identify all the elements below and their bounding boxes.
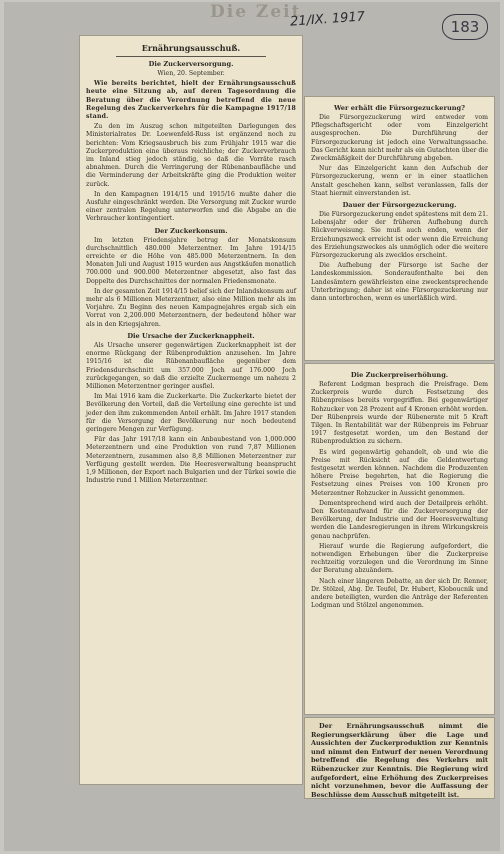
paragraph: Dementsprechend wird auch der Detailpreis erhöht. Den Kostenaufwand für die Zuckerversorgung der Bevölkerung, der Industrie und der Heeresverwaltung werden die Landesregierungen in ihrem Wirkungskreis genau nachprüfen. — [311, 499, 488, 540]
paragraph: Im Mai 1916 kam die Zuckerkarte. Die Zuckerkarte bietet der Bevölkerung den Vorteil, daß die Verteilung eine gerechte ist und jeder den ihm zukommenden Anteil erhält. Im Jahre 1917 standen für die Versorgung der Bevölkerung nur noch bedeutend geringere Mengen zur Verfügung. — [86, 393, 296, 433]
paragraph: Die Fürsorgezuckerung endet spätestens mit dem 21. Lebensjahr oder der früheren Aufhebung durch Rückverweisung. Sie muß auch enden, wenn der Erziehungszweck erreicht ist oder wenn die Erreichung des Erziehungszweckes als unmöglich oder die weitere Fürsorgezuckerung als zwecklos erscheint. — [311, 211, 489, 260]
clipping-right-middle — [305, 364, 494, 714]
paragraph: Nach einer längeren Debatte, an der sich Dr. Renner, Dr. Stölzel, Abg. Dr. Teufel, Dr. Hubert, Kloboucnik und andere beteiligten, wurden die Anträge der Referenten Lodgman und Stölzel angenommen. — [311, 577, 488, 610]
paragraph: Als Ursache unserer gegenwärtigen Zuckerknappheit ist der enorme Rückgang der Rübenproduktion anzusehen. Im Jahre 1915/16 ist die Rübenanbaufläche gegenüber dem Friedensdurchschnitt um 357.000 Joch auf 176.000 Joch zurückgegangen, so daß die erzielte Zuckermenge um nahezu 2 Millionen Meterzentner geringer ausfiel. — [86, 341, 296, 390]
paragraph: In der gesamten Zeit 1914/15 belief sich der Inlandskonsum auf mehr als 6 Millionen Meterzentner, also eine Million mehr als im Vorjahre. Zu Beginn des neuen Kampagnejahres ergab sich ein Vorrat von 2,200.000 Meterzentnern, der bedeutend höher war als in den Kriegsjahren. — [86, 287, 296, 328]
paragraph: Die Aufhebung der Fürsorge ist Sache der Landeskommission. Sonderaufenthalte bei den Landesämtern gewährleisten eine zweckentsprechende Unterbringung; daher ist eine Fürsorgezuckerung nur dann unterbrochen, wenn es unerläßlich wird. — [311, 262, 488, 303]
divider — [116, 56, 266, 57]
handwritten-date: 21/IX. 1917 — [289, 9, 366, 30]
folio-number: 183 — [442, 14, 488, 40]
paragraph: In den Kampagnen 1914/15 und 1915/16 mußte daher die Ausfuhr eingeschränkt werden. Die Versorgung mit Zucker wurde einer zentralen Regelung unterworfen und die Abgabe an die Verbraucher kontingentiert. — [86, 190, 296, 223]
paragraph: Für das Jahr 1917/18 kann ein Anbaubestand von 1,000.000 Meterzentnern und eine Produktion von rund 7,87 Millionen Meterzentnern, zusammen also 8,8 Millionen Meterzentner zur Verfügung gestellt werden. Die Heeresverwaltung beansprucht 1,9 Millionen, der Export nach Bulgarien und der Türkei sowie die Industrie rund 1 Million Meterzentner. — [86, 436, 296, 485]
clipping-right-bottom — [305, 718, 494, 798]
paragraph: Hierauf wurde die Regierung aufgefordert, die notwendigen Erhebungen über die Zuckerpreise rechtzeitig vorzulegen und die Verordnung im Sinne der Beratung abzuändern. — [311, 542, 488, 575]
dateline: Wien, 20. September. — [157, 70, 225, 77]
paragraph: Im letzten Friedensjahre betrug der Monatskonsum durchschnittlich 480.000 Meterzentner. Im Jahre 1914/15 erreichte er die Höhe von 485.000 Meterzentnern. In den Monaten Juli und August 1915 wurden aus Angstkäufen monatlich 700.000 und 900.000 Meterzentner abgesetzt, also fast das Doppelte des Durchschnittes der normalen Friedensmonate. — [86, 236, 296, 285]
section-heading: Die Ursache der Zuckerknappheit. — [127, 331, 255, 340]
newspaper-masthead: Die Zeit — [210, 2, 302, 22]
section-heading: Wer erhält die Fürsorgezuckerung? — [333, 104, 466, 112]
paragraph: Es wird gegenwärtig gehandelt, ob und wie die Preise mit Rücksicht auf die Geldentwertung festgesetzt werden können. Nachdem die Produzenten höhere Preise begehrten, hat die Regierung die Festsetzung eines Preises von 100 Kronen pro Meterzentner Rohzucker in Aussicht genommen. — [311, 448, 488, 497]
paragraph: Die Fürsorgezuckerung wird entweder vom Pflegschaftsgericht oder vom Einzelgericht ausgesprochen. Die Durchführung der Fürsorgezuckerung ist jedoch eine Verwaltungssache. Das Gericht kann nicht mehr als ein Gutachten über die Zweckmäßigkeit der Durchführung abgeben. — [311, 114, 488, 163]
paragraph: Nur das Einzelgericht kann den Aufschub der Fürsorgezuckerung, wenn er in einer staatlichen Anstalt geschehen kann, selbst veranlassen, falls der Staat hiermit einverstanden ist. — [311, 165, 488, 197]
article-subtitle: Die Zuckerversorgung. — [148, 60, 234, 68]
clipping-right-top — [305, 97, 494, 360]
paragraph: Wie bereits berichtet, hielt der Ernährungsausschuß heute eine Sitzung ab, auf deren Tagesordnung die Beratung über die Verordnung betreffend die neue Regelung des Zuckerverkehrs für die Kampagne 1917/18 stand. — [86, 80, 296, 121]
section-heading: Der Zuckerkonsum. — [154, 226, 228, 235]
section-heading: Die Zuckerpreiserhöhung. — [350, 371, 449, 379]
clipping-left-column — [80, 36, 302, 784]
paragraph: Zu den im Auszug schon mitgeteilten Darlegungen des Ministerialrates Dr. Loewenfeld-Russ ist ergänzend noch zu berichten: Vom Kriegsausbruch bis zum Frühjahr 1915 war die Zuckerproduktion eine überaus reichliche; der Zuckerverbrauch im Inland stieg jedoch ständig, so daß die Vorräte rasch abnahmen. Durch die Verringerung der Rübenanbaufläche und die Verminderung der Arbeitskräfte ging die Produktion weiter zurück. — [86, 123, 296, 188]
article-title: Ernährungsausschuß. — [141, 43, 241, 53]
paragraph: Referent Lodgman besprach die Preisfrage. Dem Zuckerpreis wurde durch Festsetzung des Rübenpreises bereits vorgegriffen. Bei gegenwärtiger Rohzucker von 28 Prozent auf 4 Kronen erhöht worden. Der Rübenpreis wurde der Rübenernte mit 5 Kraft Tilgen. In Rentabilität war der Rübenpreis im Februar 1917 festgesetzt worden, um den Bestand der Rübenproduktion zu sichern. — [311, 381, 488, 446]
section-heading: Dauer der Fürsorgezuckerung. — [342, 201, 457, 210]
resolution-paragraph: Der Ernährungsausschuß nimmt die Regierungserklärung über die Lage und Aussichten der Zuckerproduktion zur Kenntnis und nimmt den Entwurf der neuen Verordnung betreffend die Regelung des Verkehrs mit Rübenzucker zur Kenntnis. Die Regierung wird aufgefordert, eine Erhöhung des Zuckerpreises nicht vorzunehmen, bevor die Auffassung der Beschlüsse dem Ausschuß mitgeteilt ist. — [311, 722, 488, 798]
